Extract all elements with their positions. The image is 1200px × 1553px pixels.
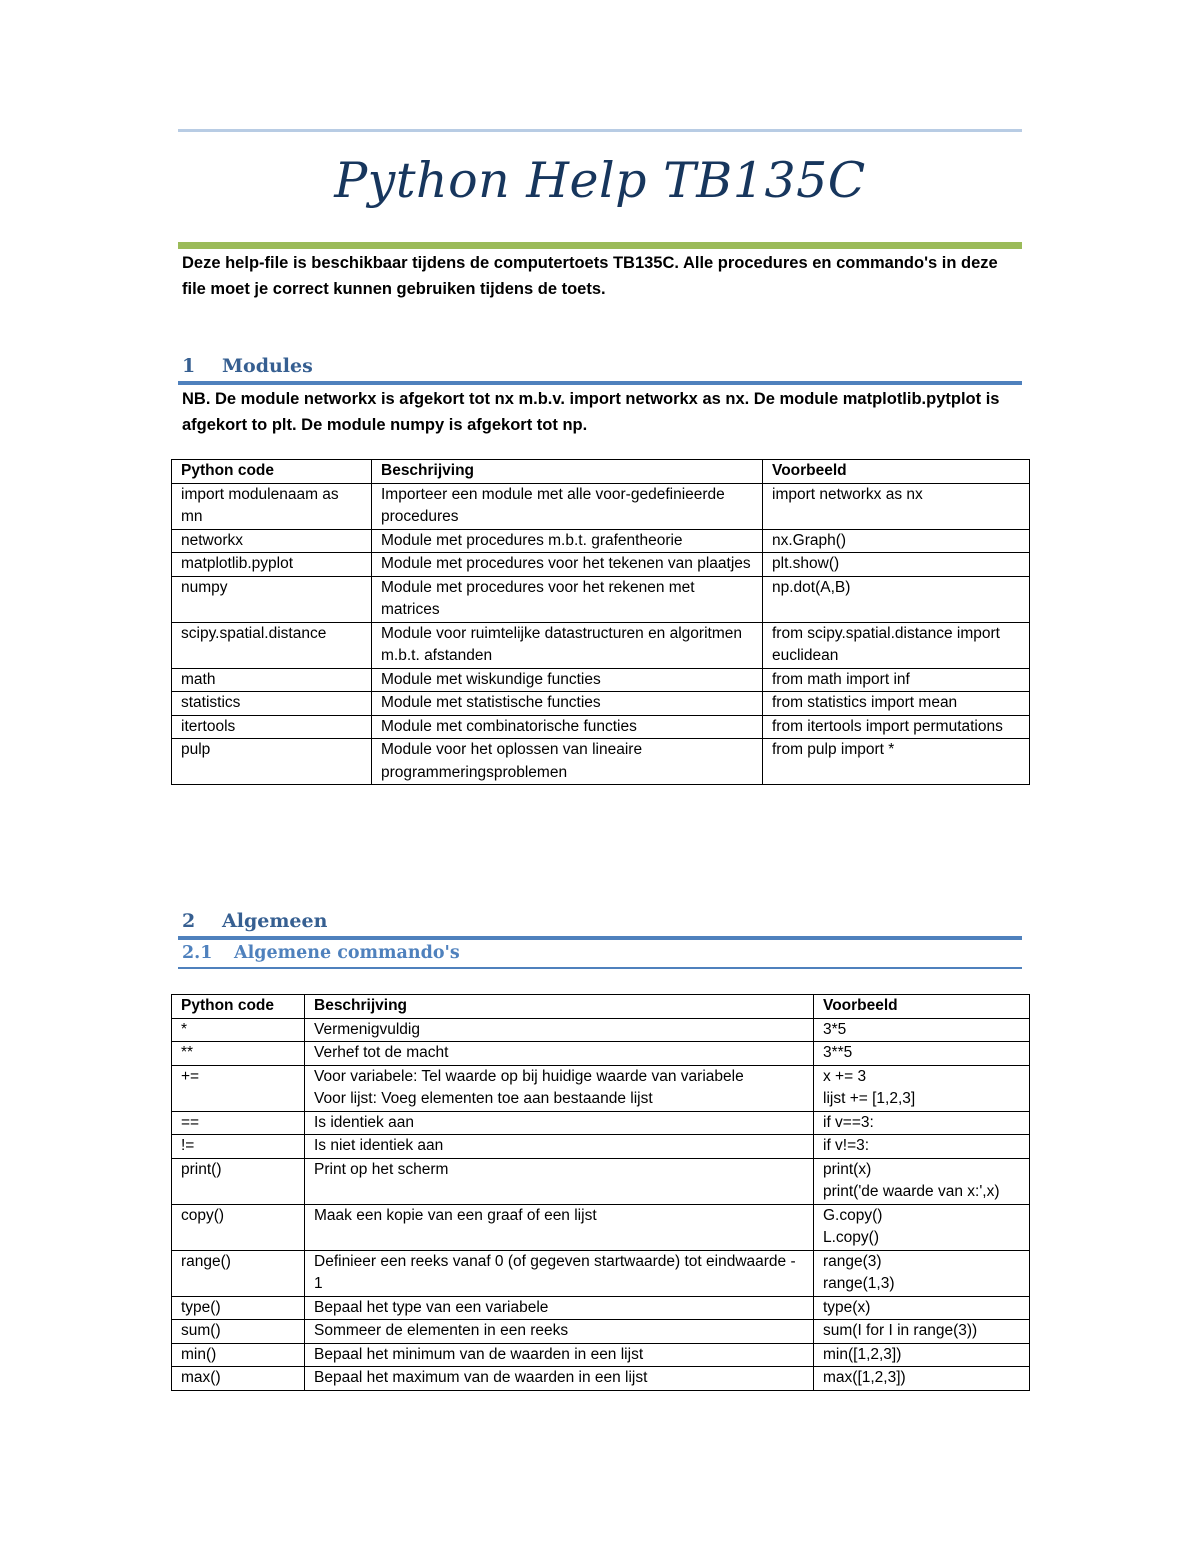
table-row — [172, 622, 1030, 668]
subsection-2-1-heading — [182, 943, 460, 963]
table-cell: Is identiek aan — [305, 1111, 814, 1135]
table-cell: math — [172, 668, 372, 692]
table-cell: networkx — [172, 529, 372, 553]
table-cell: Bepaal het type van een variabele — [305, 1296, 814, 1320]
table-cell: import networkx as nx — [763, 483, 1030, 529]
modules-table-header-cell: Voorbeeld — [763, 460, 1030, 484]
table-cell: nx.Graph() — [763, 529, 1030, 553]
table-cell: * — [172, 1018, 305, 1042]
table-cell: from itertools import permutations — [763, 715, 1030, 739]
table-cell: range() — [172, 1250, 305, 1296]
table-cell: range(3) range(1,3) — [814, 1250, 1030, 1296]
table-cell: Module met procedures m.b.t. grafentheorie — [372, 529, 763, 553]
table-cell: if v!=3: — [814, 1135, 1030, 1159]
table-cell: sum(I for I in range(3)) — [814, 1320, 1030, 1344]
table-cell: Module met procedures voor het tekenen van plaatjes — [372, 553, 763, 577]
table-row — [172, 576, 1030, 622]
table-row — [172, 553, 1030, 577]
table-cell: != — [172, 1135, 305, 1159]
table-cell: x += 3 lijst += [1,2,3] — [814, 1065, 1030, 1111]
table-cell: Bepaal het maximum van de waarden in een lijst — [305, 1367, 814, 1391]
modules-table-header-cell: Python code — [172, 460, 372, 484]
modules-table-header-cell: Beschrijving — [372, 460, 763, 484]
table-cell: Module met statistische functies — [372, 692, 763, 716]
table-cell: ** — [172, 1042, 305, 1066]
table-cell: max() — [172, 1367, 305, 1391]
commands-table — [171, 994, 1030, 1391]
table-cell: Module voor ruimtelijke datastructuren en algoritmen m.b.t. afstanden — [372, 622, 763, 668]
table-cell: plt.show() — [763, 553, 1030, 577]
table-cell: copy() — [172, 1204, 305, 1250]
table-cell: Maak een kopie van een graaf of een lijst — [305, 1204, 814, 1250]
table-row — [172, 1042, 1030, 1066]
table-cell: Print op het scherm — [305, 1158, 814, 1204]
table-row — [172, 1343, 1030, 1367]
table-cell: Module met combinatorische functies — [372, 715, 763, 739]
table-cell: Verhef tot de macht — [305, 1042, 814, 1066]
table-row — [172, 1296, 1030, 1320]
table-cell: pulp — [172, 739, 372, 785]
table-cell: from scipy.spatial.distance import euclidean — [763, 622, 1030, 668]
table-cell: if v==3: — [814, 1111, 1030, 1135]
table-row — [172, 1065, 1030, 1111]
table-cell: Vermenigvuldig — [305, 1018, 814, 1042]
table-cell: Voor variabele: Tel waarde op bij huidige waarde van variabele Voor lijst: Voeg elementen toe aan bestaande lijst — [305, 1065, 814, 1111]
table-row — [172, 1367, 1030, 1391]
table-cell: min([1,2,3]) — [814, 1343, 1030, 1367]
table-cell: print() — [172, 1158, 305, 1204]
intro-paragraph: Deze help-file is beschikbaar tijdens de computertoets TB135C. Alle procedures en commando's in deze file moet je correct kunnen gebruiken tijdens de toets. — [182, 254, 998, 298]
subsection-2-1-rule — [178, 967, 1022, 969]
table-cell: == — [172, 1111, 305, 1135]
table-cell: Module voor het oplossen van lineaire programmeringsproblemen — [372, 739, 763, 785]
section-1-heading — [182, 355, 313, 377]
table-cell: 3**5 — [814, 1042, 1030, 1066]
table-cell: itertools — [172, 715, 372, 739]
commands-table-header-cell: Beschrijving — [305, 995, 814, 1019]
table-cell: += — [172, 1065, 305, 1111]
document-title: Python Help TB135C — [334, 152, 866, 209]
table-row — [172, 483, 1030, 529]
commands-table-header-cell: Voorbeeld — [814, 995, 1030, 1019]
table-cell: from pulp import * — [763, 739, 1030, 785]
section-2-title: Algemeen — [222, 910, 328, 932]
table-row — [172, 529, 1030, 553]
commands-table-header-cell: Python code — [172, 995, 305, 1019]
table-cell: import modulenaam as mn — [172, 483, 372, 529]
section-1-number: 1 — [182, 355, 196, 377]
subsection-2-1-title: Algemene commando's — [234, 943, 460, 963]
table-row — [172, 668, 1030, 692]
modules-table-header-row — [172, 460, 1030, 484]
table-cell: 3*5 — [814, 1018, 1030, 1042]
section-2-heading — [182, 910, 327, 932]
table-cell: numpy — [172, 576, 372, 622]
table-row — [172, 692, 1030, 716]
table-cell: Module met wiskundige functies — [372, 668, 763, 692]
table-cell: min() — [172, 1343, 305, 1367]
table-cell: Definieer een reeks vanaf 0 (of gegeven startwaarde) tot eindwaarde - 1 — [305, 1250, 814, 1296]
table-cell: Bepaal het minimum van de waarden in een lijst — [305, 1343, 814, 1367]
table-cell: type(x) — [814, 1296, 1030, 1320]
table-row — [172, 1250, 1030, 1296]
table-cell: sum() — [172, 1320, 305, 1344]
table-row — [172, 1018, 1030, 1042]
table-cell: matplotlib.pyplot — [172, 553, 372, 577]
table-cell: statistics — [172, 692, 372, 716]
subsection-2-1-number: 2.1 — [182, 943, 213, 963]
section-2-rule — [178, 936, 1022, 940]
modules-note: NB. De module networkx is afgekort tot nx m.b.v. import networkx as nx. De module matplotlib.pytplot is afgekort to plt. De module numpy is afgekort tot np. — [182, 390, 1000, 434]
table-cell: scipy.spatial.distance — [172, 622, 372, 668]
section-1-rule — [178, 381, 1022, 385]
table-row — [172, 1158, 1030, 1204]
table-cell: from statistics import mean — [763, 692, 1030, 716]
table-cell: print(x) print('de waarde van x:',x) — [814, 1158, 1030, 1204]
table-cell: Is niet identiek aan — [305, 1135, 814, 1159]
modules-table — [171, 459, 1030, 785]
table-row — [172, 1111, 1030, 1135]
table-row — [172, 1204, 1030, 1250]
table-row — [172, 715, 1030, 739]
section-1-title: Modules — [222, 355, 313, 377]
commands-table-header-row — [172, 995, 1030, 1019]
title-bottom-rule — [178, 242, 1022, 249]
table-cell: np.dot(A,B) — [763, 576, 1030, 622]
title-top-rule — [178, 129, 1022, 132]
table-cell: Module met procedures voor het rekenen met matrices — [372, 576, 763, 622]
table-cell: Sommeer de elementen in een reeks — [305, 1320, 814, 1344]
table-row — [172, 1320, 1030, 1344]
table-cell: from math import inf — [763, 668, 1030, 692]
table-cell: Importeer een module met alle voor-gedefinieerde procedures — [372, 483, 763, 529]
table-cell: max([1,2,3]) — [814, 1367, 1030, 1391]
section-2-number: 2 — [182, 910, 196, 932]
table-cell: G.copy() L.copy() — [814, 1204, 1030, 1250]
table-row — [172, 739, 1030, 785]
table-cell: type() — [172, 1296, 305, 1320]
table-row — [172, 1135, 1030, 1159]
